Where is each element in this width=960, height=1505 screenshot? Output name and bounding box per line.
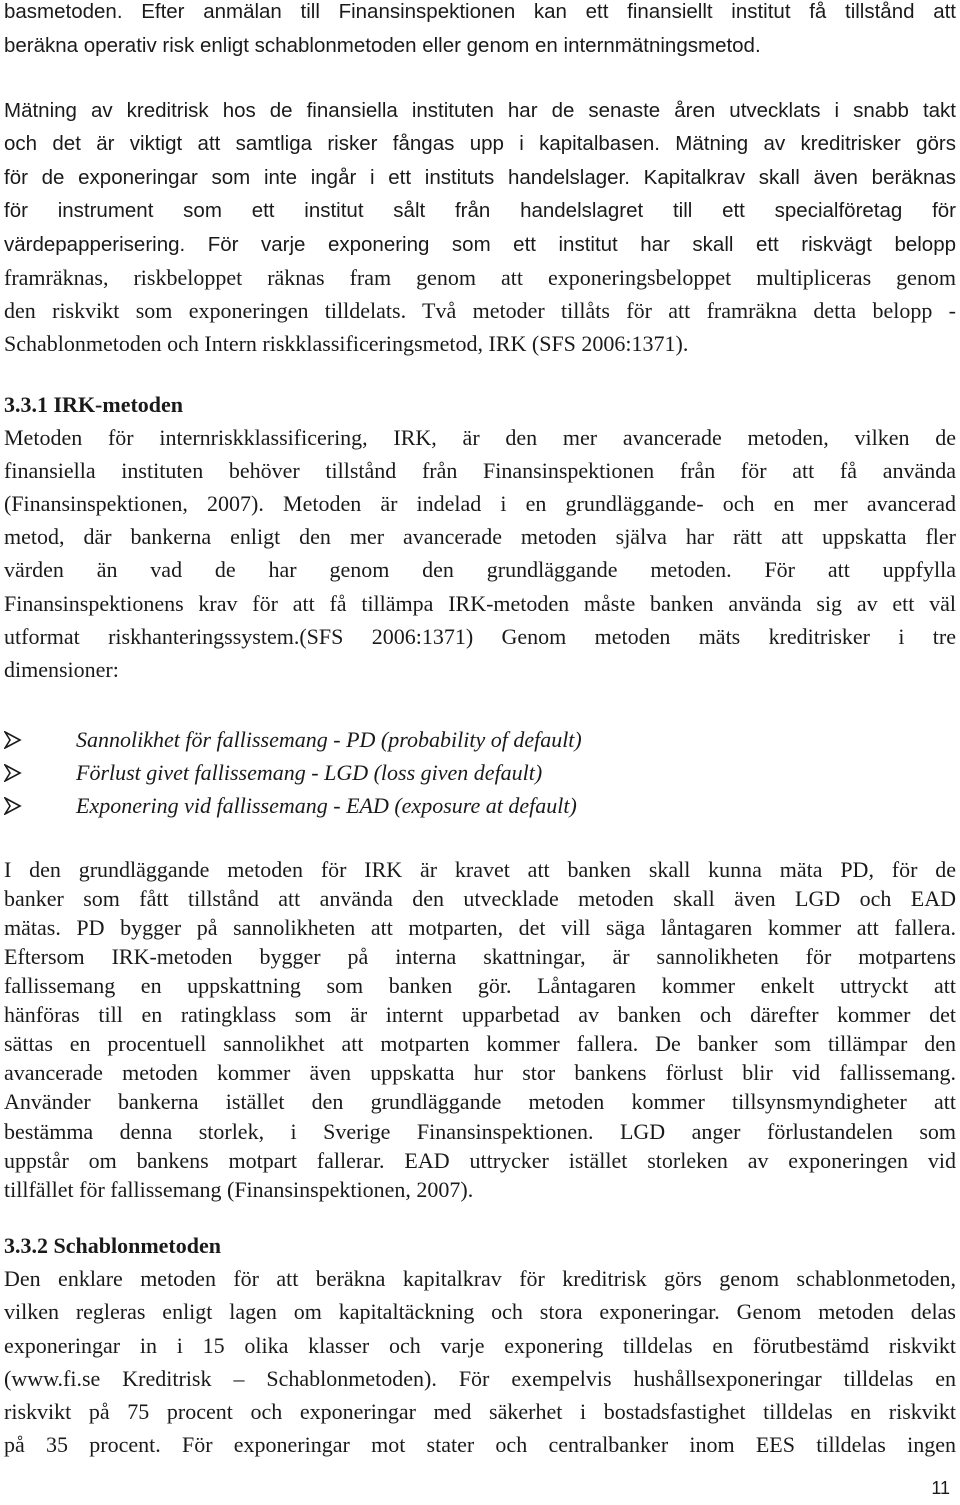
paragraph-line: (Finansinspektionen, 2007). Metoden är indelad i en grundläggande- och en mer avancerad — [4, 491, 956, 516]
paragraph-line: värdepapperisering. För varje exponering som ett institut har skall ett riskvägt belopp — [4, 233, 956, 256]
paragraph-line: framräknas, riskbeloppet räknas fram genom att exponeringsbeloppet multipliceras genom — [4, 265, 956, 290]
paragraph-line: för de exponeringar som inte ingår i ett instituts handelslager. Kapitalkrav skall även beräknas — [4, 166, 956, 189]
paragraph-line: dimensioner: — [4, 657, 119, 682]
paragraph-line: (www.fi.se Kreditrisk – Schablonmetoden). För exempelvis hushållsexponeringar tilldelas en — [4, 1366, 956, 1391]
bullet-text: Förlust givet fallissemang - LGD (loss given default) — [76, 760, 543, 785]
paragraph-line: Finansinspektionens krav för att få tillämpa IRK-metoden måste banken använda sig av ett väl — [4, 591, 956, 616]
paragraph-line: beräkna operativ risk enligt schablonmetoden eller genom en internmätningsmetod. — [4, 34, 761, 57]
paragraph-line: banker som fått tillstånd att använda den utvecklade metoden skall även LGD och EAD — [4, 886, 956, 911]
paragraph-line: metod, där bankerna enligt den mer avancerade metoden själva har rätt att uppskatta fler — [4, 524, 956, 549]
paragraph-line: och det är viktigt att samtliga risker fångas upp i kapitalbasen. Mätning av kreditrisker görs — [4, 132, 956, 155]
paragraph-line: basmetoden. Efter anmälan till Finansinspektionen kan ett finansiellt institut få tillstånd att — [4, 0, 956, 23]
paragraph-line: Den enklare metoden för att beräkna kapitalkrav för kreditrisk görs genom schablonmetoden, — [4, 1266, 956, 1291]
paragraph-line: värden än vad de har genom den grundläggande metoden. För att uppfylla — [4, 557, 956, 582]
paragraph-line: I den grundläggande metoden för IRK är kravet att banken skall kunna mäta PD, för de — [4, 857, 956, 882]
section-heading-schablon: 3.3.2 Schablonmetoden — [4, 1233, 221, 1258]
paragraph-line: bestämma denna storlek, i Sverige Finansinspektionen. LGD anger förlustandelen som — [4, 1119, 956, 1144]
paragraph-line: Metoden för internriskklassificering, IRK, är den mer avancerade metoden, vilken de — [4, 425, 956, 450]
paragraph-line: tillfället för fallissemang (Finansinspektionen, 2007). — [4, 1177, 474, 1202]
paragraph-line: uppstår om bankens motpart fallerar. EAD uttrycker istället storleken av exponeringen vid — [4, 1148, 956, 1173]
paragraph-line: exponeringar in i 15 olika klasser och varje exponering tilldelas en förutbestämd riskvikt — [4, 1333, 956, 1358]
arrowhead-bullet-icon — [4, 797, 22, 815]
bullet-text: Sannolikhet för fallissemang - PD (probability of default) — [76, 727, 582, 752]
bullet-text: Exponering vid fallissemang - EAD (exposure at default) — [76, 793, 577, 818]
paragraph-line: sättas en procentuell sannolikhet att motparten kommer fallera. De banker som tillämpar den — [4, 1031, 956, 1056]
paragraph-line: riskvikt på 75 procent och exponeringar med säkerhet i bostadsfastighet tilldelas en riskvikt — [4, 1399, 956, 1424]
paragraph-line: Mätning av kreditrisk hos de finansiella instituten har de senaste åren utvecklats i snabb takt — [4, 99, 956, 122]
paragraph-line: Använder bankerna istället den grundläggande metoden kommer tillsynsmyndigheter att — [4, 1089, 956, 1114]
page-number: 11 — [931, 1478, 950, 1498]
paragraph-line: avancerade metoden kommer även uppskatta hur stor bankens förlust blir vid fallissemang. — [4, 1060, 956, 1085]
paragraph-line: finansiella instituten behöver tillstånd från Finansinspektionen från för att få använda — [4, 458, 956, 483]
paragraph-line: fallissemang en uppskattning som banken gör. Låntagaren kommer enkelt uttryckt att — [4, 973, 956, 998]
paragraph-line: Schablonmetoden och Intern riskklassificeringsmetod, IRK (SFS 2006:1371). — [4, 331, 689, 356]
paragraph-line: den riskvikt som exponeringen tilldelats. Två metoder tillåts för att framräkna detta belopp - — [4, 298, 956, 323]
paragraph-line: utformat riskhanteringssystem.(SFS 2006:1371) Genom metoden mäts kreditrisker i tre — [4, 624, 956, 649]
arrowhead-bullet-icon — [4, 731, 22, 749]
paragraph-line: mätas. PD bygger på sannolikheten att motparten, det vill säga låntagaren kommer att fallera. — [4, 915, 956, 940]
paragraph-line: på 35 procent. För exponeringar mot stater och centralbanker inom EES tilldelas ingen — [4, 1432, 956, 1457]
paragraph-line: Eftersom IRK-metoden bygger på interna skattningar, är sannolikheten för motpartens — [4, 944, 956, 969]
paragraph-line: vilken regleras enligt lagen om kapitaltäckning och stora exponeringar. Genom metoden delas — [4, 1299, 956, 1324]
paragraph-line: för instrument som ett institut sålt från handelslagret till ett specialföretag för — [4, 199, 956, 222]
section-heading-irk: 3.3.1 IRK-metoden — [4, 392, 184, 417]
paragraph-line: hänföras till en ratingklass som är internt upparbetad av banken och därefter kommer det — [4, 1002, 956, 1027]
arrowhead-bullet-icon — [4, 764, 22, 782]
